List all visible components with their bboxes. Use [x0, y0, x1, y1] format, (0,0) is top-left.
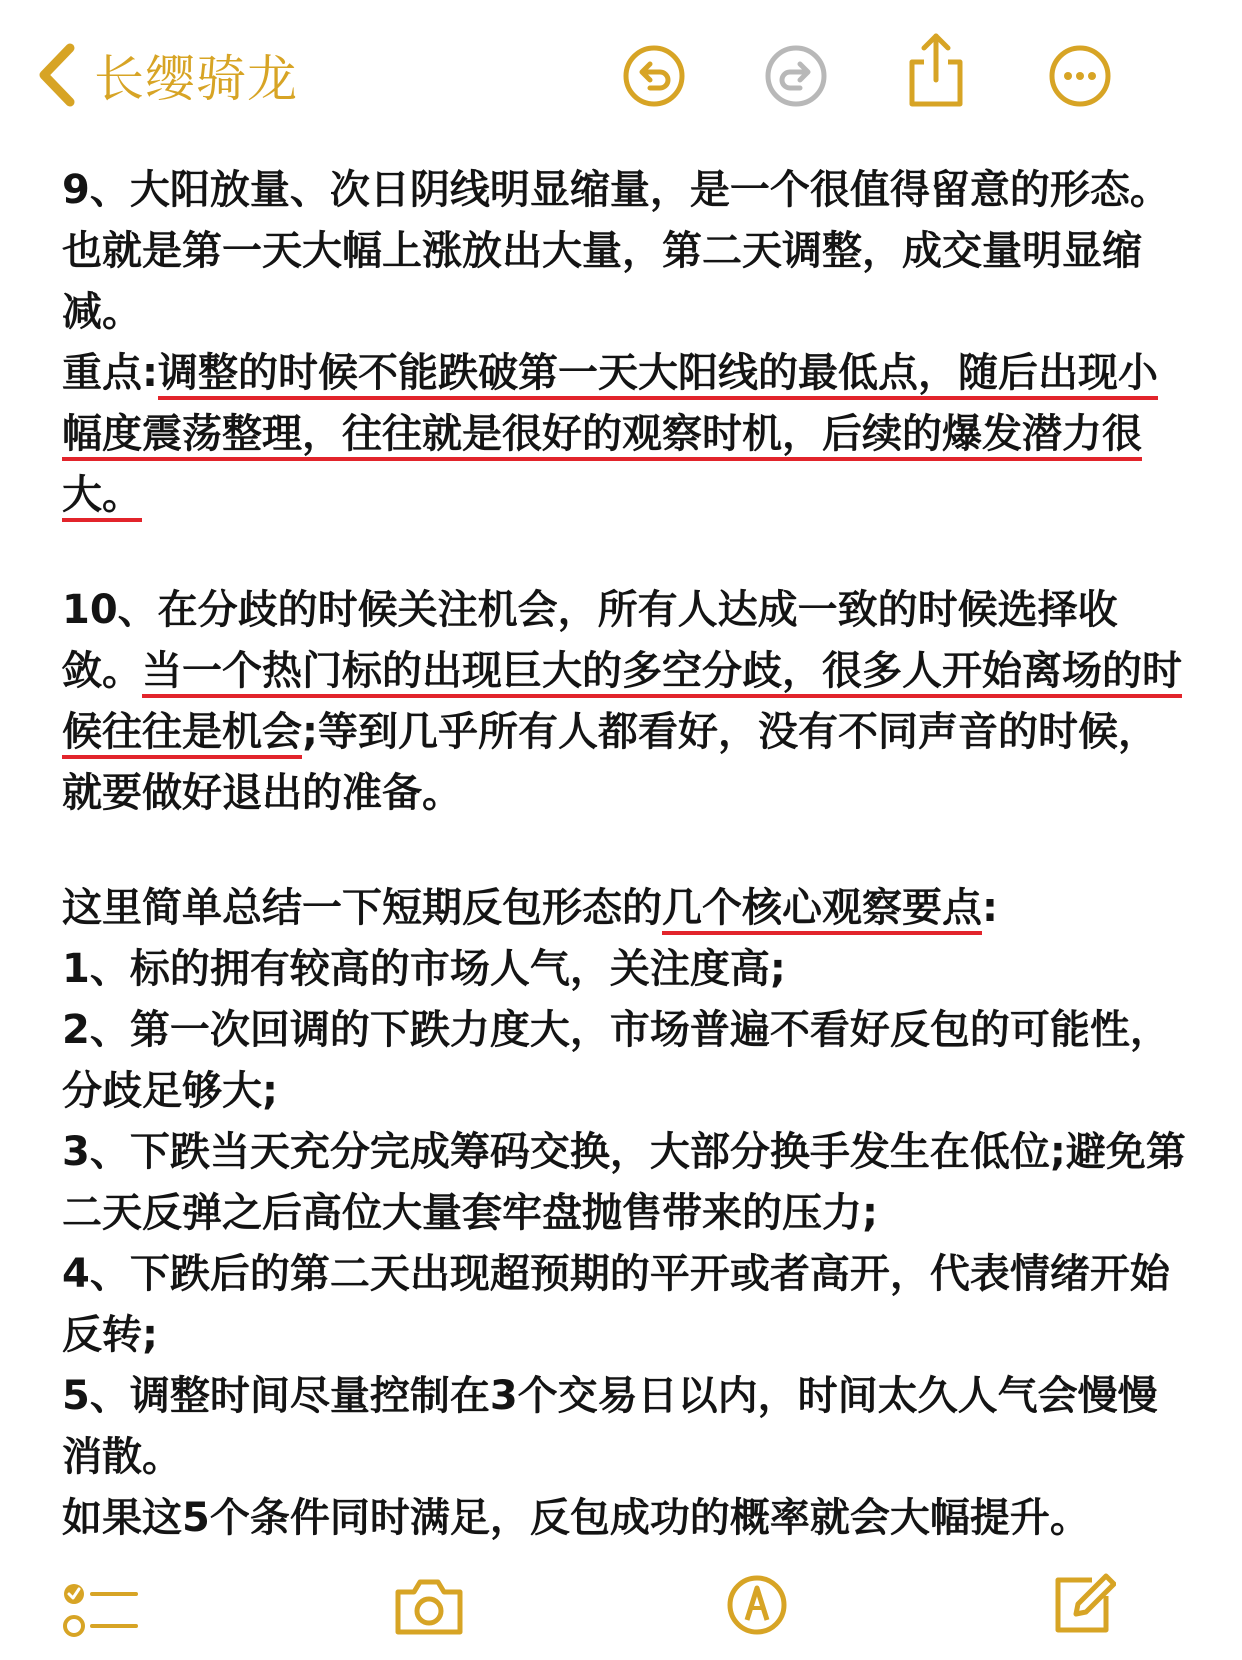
back-button[interactable]: [36, 40, 298, 110]
note-body[interactable]: [62, 160, 1192, 1549]
back-label: 长缨骑龙: [94, 50, 298, 108]
list-item: 5、调整时间尽量控制在3个交易日以内，时间太久人气会慢慢消散。: [62, 1373, 1158, 1480]
key-point-highlight: 调整的时候不能跌破第一天大阳线的最低点，随后出现小幅度震荡整理，往往就是很好的观察时机，后续的爆发潜力很大。: [62, 350, 1158, 518]
more-button[interactable]: [1046, 42, 1114, 110]
chevron-left-icon: [36, 42, 80, 108]
list-item: 3、下跌当天充分完成筹码交换，大部分换手发生在低位;避免第二天反弹之后高位大量套牢盘抛售带来的压力;: [62, 1129, 1186, 1236]
list-item: 1、标的拥有较高的市场人气，关注度高;: [62, 946, 786, 992]
markup-button[interactable]: [726, 1574, 788, 1640]
list-item: 2、第一次回调的下跌力度大，市场普遍不看好反包的可能性，分歧足够大;: [62, 1007, 1170, 1114]
redo-button[interactable]: [762, 42, 830, 110]
camera-icon: [392, 1576, 466, 1638]
undo-button[interactable]: [620, 42, 688, 110]
compose-button[interactable]: [1052, 1572, 1116, 1640]
list-item: 4、下跌后的第二天出现超预期的平开或者高开，代表情绪开始反转;: [62, 1251, 1170, 1358]
checklist-icon: [60, 1578, 140, 1642]
paragraph-10: [62, 580, 1192, 824]
checklist-button[interactable]: [60, 1578, 140, 1646]
navigation-bar: [0, 0, 1242, 150]
redo-icon: [762, 42, 830, 110]
summary-heading-colon: :: [982, 885, 998, 931]
compose-icon: [1052, 1572, 1116, 1636]
paragraph-9-text: 9、大阳放量、次日阴线明显缩量，是一个很值得留意的形态。也就是第一天大幅上涨放出大量，第二天调整，成交量明显缩减。: [62, 167, 1170, 335]
share-button[interactable]: [902, 30, 970, 110]
share-icon: [902, 30, 970, 110]
markup-icon: [726, 1574, 788, 1636]
summary-heading: [62, 878, 1192, 939]
more-icon: [1046, 42, 1114, 110]
conclusion: 如果这5个条件同时满足，反包成功的概率就会大幅提升。: [62, 1495, 1090, 1541]
bottom-toolbar: [0, 1560, 1242, 1660]
undo-icon: [620, 42, 688, 110]
camera-button[interactable]: [392, 1576, 466, 1642]
paragraph-10-text: 10、在分歧的时候关注机会，所有人达成一致的时候选择收敛。: [62, 587, 1118, 694]
summary-heading-highlight: 几个核心观察要点: [662, 885, 982, 931]
paragraph-10-highlight: 当一个热门标的出现巨大的多空分歧，很多人开始离场的时候往往是机会: [62, 648, 1182, 755]
paragraph-10-text-end: ;等到几乎所有人都看好，没有不同声音的时候，就要做好退出的准备。: [62, 709, 1158, 816]
paragraph-9: [62, 160, 1192, 526]
summary-heading-text: 这里简单总结一下短期反包形态的: [62, 885, 662, 931]
key-point-label: 重点:: [62, 350, 158, 396]
